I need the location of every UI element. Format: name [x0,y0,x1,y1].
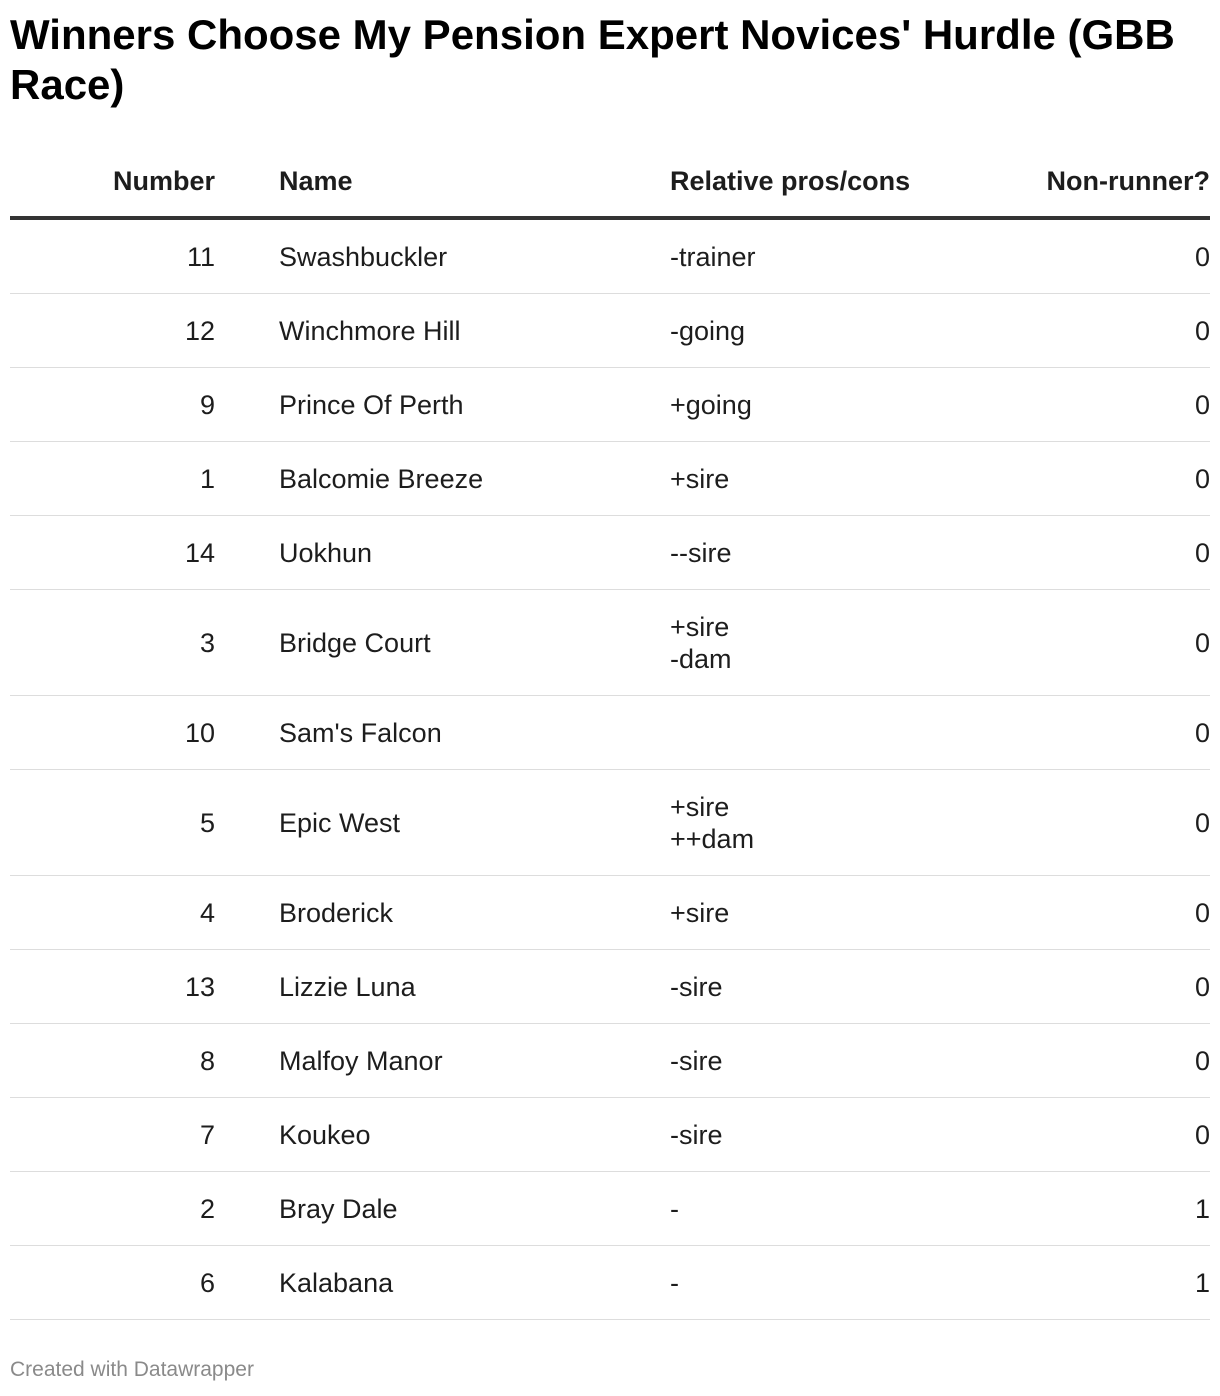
pros-cons-item: -sire [670,1045,723,1076]
cell-name: Koukeo [279,1098,670,1172]
table-row [10,950,1210,1024]
pros-cons-item: +going [670,389,752,420]
cell-non-runner: 0 [930,218,1210,294]
cell-number: 9 [10,368,215,442]
pros-cons-item: +sire [670,791,730,822]
cell-gap [215,950,279,1024]
cell-name: Broderick [279,876,670,950]
table-row [10,876,1210,950]
cell-pros-cons [670,294,930,368]
cell-gap [215,770,279,876]
cell-pros-cons [670,696,930,770]
table-row [10,696,1210,770]
cell-gap [215,1098,279,1172]
cell-non-runner: 0 [930,368,1210,442]
cell-non-runner: 0 [930,294,1210,368]
pros-cons-item: - [670,1193,679,1224]
cell-pros-cons [670,1098,930,1172]
column-header-pros-cons[interactable]: Relative pros/cons [670,146,930,218]
cell-non-runner: 1 [930,1172,1210,1246]
cell-number: 8 [10,1024,215,1098]
table-row [10,218,1210,294]
pros-cons-item: -trainer [670,241,756,272]
cell-name: Winchmore Hill [279,294,670,368]
cell-non-runner: 0 [930,516,1210,590]
cell-non-runner: 0 [930,442,1210,516]
cell-number: 13 [10,950,215,1024]
cell-name: Bray Dale [279,1172,670,1246]
cell-non-runner: 0 [930,950,1210,1024]
cell-pros-cons [670,442,930,516]
column-gap [215,146,279,218]
cell-number: 14 [10,516,215,590]
cell-number: 12 [10,294,215,368]
footer-credit[interactable]: Created with Datawrapper [10,1358,254,1381]
cell-gap [215,876,279,950]
cell-name: Bridge Court [279,590,670,696]
data-table [10,146,1210,1320]
cell-number: 10 [10,696,215,770]
cell-non-runner: 0 [930,590,1210,696]
cell-name: Swashbuckler [279,218,670,294]
cell-number: 7 [10,1098,215,1172]
cell-non-runner: 0 [930,770,1210,876]
cell-gap [215,294,279,368]
cell-name: Kalabana [279,1246,670,1320]
cell-pros-cons [670,368,930,442]
cell-number: 1 [10,442,215,516]
pros-cons-item: - [670,1267,679,1298]
table-row [10,1098,1210,1172]
table-header-row [10,146,1210,218]
cell-pros-cons [670,1172,930,1246]
pros-cons-item: --sire [670,537,732,568]
cell-gap [215,1172,279,1246]
cell-non-runner: 0 [930,696,1210,770]
cell-non-runner: 0 [930,1098,1210,1172]
cell-gap [215,516,279,590]
table-row [10,1172,1210,1246]
cell-non-runner: 1 [930,1246,1210,1320]
table-row [10,590,1210,696]
cell-pros-cons [670,516,930,590]
cell-name: Sam's Falcon [279,696,670,770]
cell-pros-cons [670,950,930,1024]
cell-number: 11 [10,218,215,294]
cell-number: 4 [10,876,215,950]
table-row [10,294,1210,368]
pros-cons-item: -going [670,315,746,346]
cell-name: Prince Of Perth [279,368,670,442]
pros-cons-item: +sire [670,897,730,928]
table-row [10,516,1210,590]
chart-title: Winners Choose My Pension Expert Novices' Hurdle (GBB Race) [10,11,1175,108]
pros-cons-item: -dam [670,643,732,674]
table-row [10,1024,1210,1098]
table-row [10,770,1210,876]
pros-cons-item: ++dam [670,823,755,854]
cell-name: Epic West [279,770,670,876]
pros-cons-item: +sire [670,611,730,642]
cell-gap [215,696,279,770]
table-row [10,368,1210,442]
pros-cons-item: -sire [670,1119,723,1150]
cell-pros-cons [670,1024,930,1098]
cell-gap [215,218,279,294]
cell-pros-cons [670,590,930,696]
cell-gap [215,590,279,696]
cell-name: Balcomie Breeze [279,442,670,516]
pros-cons-item: +sire [670,463,730,494]
cell-name: Malfoy Manor [279,1024,670,1098]
cell-gap [215,368,279,442]
pros-cons-item: -sire [670,971,723,1002]
cell-pros-cons [670,218,930,294]
column-header-number[interactable]: Number [10,146,215,218]
cell-gap [215,1024,279,1098]
cell-gap [215,1246,279,1320]
table-row [10,442,1210,516]
table-body [10,218,1210,1320]
cell-number: 3 [10,590,215,696]
cell-pros-cons [670,1246,930,1320]
cell-non-runner: 0 [930,1024,1210,1098]
cell-number: 5 [10,770,215,876]
table-row [10,1246,1210,1320]
cell-non-runner: 0 [930,876,1210,950]
cell-pros-cons [670,770,930,876]
cell-name: Uokhun [279,516,670,590]
column-header-name[interactable]: Name [279,146,670,218]
column-header-non-runner[interactable]: Non-runner? [930,146,1210,218]
cell-name: Lizzie Luna [279,950,670,1024]
cell-number: 6 [10,1246,215,1320]
cell-gap [215,442,279,516]
cell-number: 2 [10,1172,215,1246]
cell-pros-cons [670,876,930,950]
